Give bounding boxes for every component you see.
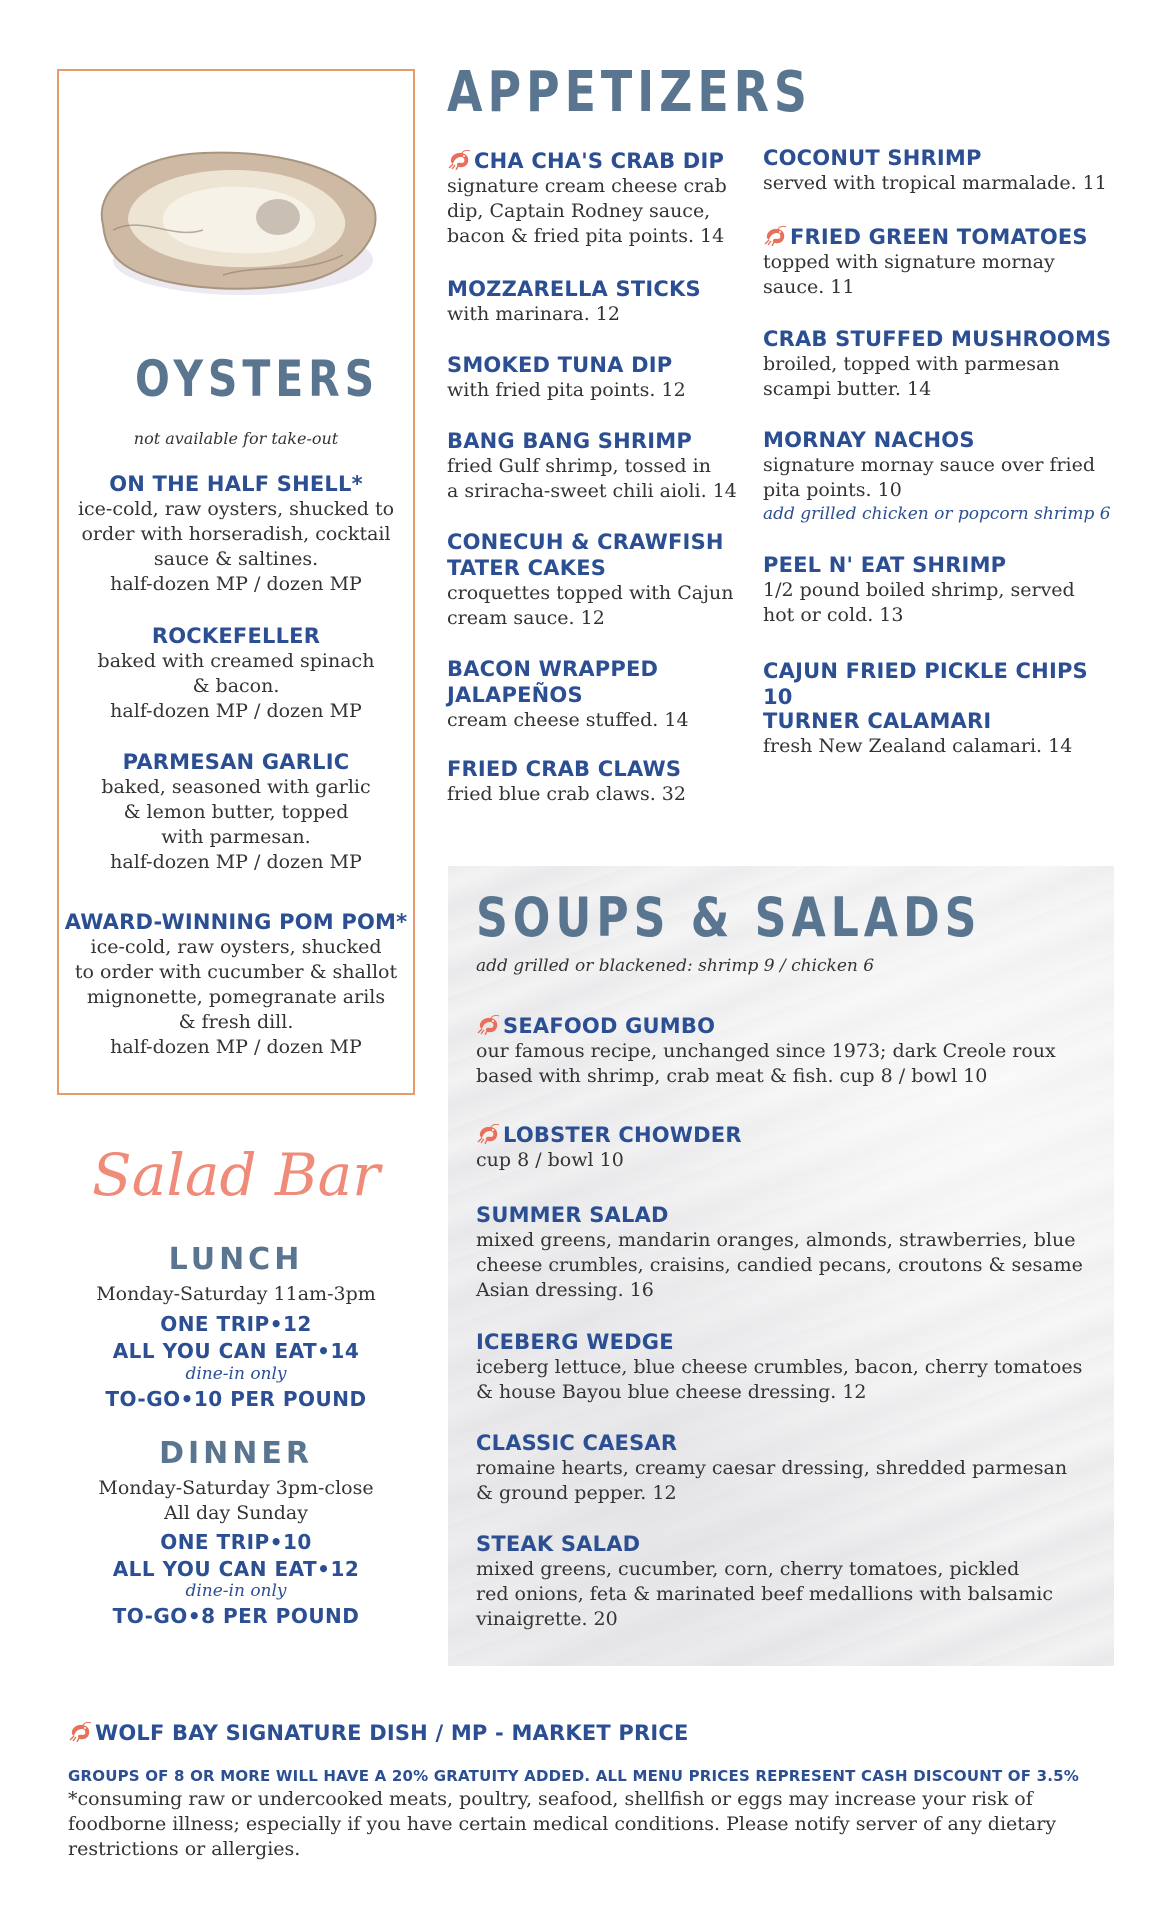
appetizer-item	[447, 148, 747, 249]
lunch-all-you-can-eat: ALL YOU CAN EAT•14	[112, 1339, 360, 1363]
salad-item	[476, 1202, 1096, 1303]
appetizer-desc: signature cream cheese crab	[447, 175, 727, 197]
appetizer-item	[763, 708, 1123, 759]
lunch-hours: Monday-Saturday 11am-3pm	[96, 1283, 376, 1305]
food-warning: foodborne illness; especially if you have certain medical conditions. Please notify server of any dietary	[68, 1813, 1057, 1835]
appetizer-desc: fried Gulf shrimp, tossed in	[447, 455, 711, 477]
dinner-all-you-can-eat: ALL YOU CAN EAT•12	[112, 1557, 360, 1581]
oysters-note: not available for take-out	[133, 429, 339, 448]
oyster-item-price: half-dozen MP / dozen MP	[110, 700, 362, 722]
salad-name: SUMMER SALAD	[476, 1203, 669, 1227]
salad-desc: iceberg lettuce, blue cheese crumbles, bacon, cherry tomatoes	[476, 1356, 1083, 1378]
appetizer-item	[447, 529, 747, 631]
appetizer-desc: broiled, topped with parmesan	[763, 353, 1060, 375]
salad-desc: based with shrimp, crab meat & fish. cup 8 / bowl 10	[476, 1065, 988, 1087]
oyster-item-name: ROCKEFELLER	[151, 624, 321, 648]
oyster-item-desc: & bacon.	[192, 675, 280, 697]
salad-name: ICEBERG WEDGE	[476, 1330, 674, 1354]
oyster-item-desc: baked, seasoned with garlic	[101, 776, 371, 798]
oyster-item-desc: ice-cold, raw oysters, shucked to	[77, 498, 395, 520]
shrimp-icon	[763, 226, 787, 246]
appetizer-name: MOZZARELLA STICKS	[447, 277, 701, 301]
oyster-item-desc: sauce & saltines.	[153, 548, 319, 570]
oyster-item-price: half-dozen MP / dozen MP	[110, 573, 362, 595]
appetizer-name: BANG BANG SHRIMP	[447, 429, 692, 453]
appetizer-name: FRIED CRAB CLAWS	[447, 757, 682, 781]
oyster-item-desc: & lemon butter, topped	[123, 801, 349, 823]
soups-salads-title: SOUPS & SALADS	[476, 886, 982, 949]
dinner-one-trip: ONE TRIP•10	[160, 1530, 312, 1554]
oyster-item-desc: baked with creamed spinach	[97, 650, 375, 672]
appetizer-item	[447, 656, 747, 733]
appetizer-desc: sauce. 11	[763, 276, 855, 298]
oyster-item-desc: order with horseradish, cocktail	[81, 523, 391, 545]
oyster-item	[59, 471, 413, 597]
salad-desc: Asian dressing. 16	[476, 1279, 654, 1301]
signature-legend	[68, 1720, 689, 1746]
appetizer-desc: hot or cold. 13	[763, 604, 904, 626]
salad-name: STEAK SALAD	[476, 1532, 641, 1556]
appetizer-name: CONECUH & CRAWFISH	[447, 530, 724, 554]
appetizer-name: CRAB STUFFED MUSHROOMS	[763, 327, 1112, 351]
appetizer-name: MORNAY NACHOS	[763, 428, 975, 452]
salad-desc: romaine hearts, creamy caesar dressing, shredded parmesan	[476, 1457, 1068, 1479]
appetizer-desc: topped with signature mornay	[763, 251, 1055, 273]
appetizer-item	[763, 658, 1123, 710]
shrimp-icon	[68, 1722, 92, 1742]
appetizer-name: FRIED GREEN TOMATOES	[790, 225, 1088, 249]
appetizer-desc: croquettes topped with Cajun	[447, 582, 734, 604]
oyster-item-desc: to order with cucumber & shallot	[74, 961, 398, 983]
oyster-item-desc: & fresh dill.	[178, 1011, 294, 1033]
oysters-section	[57, 69, 415, 1095]
appetizer-name: BACON WRAPPED	[447, 657, 659, 681]
dinner-to-go: TO-GO•8 PER POUND	[112, 1604, 360, 1628]
shrimp-icon	[476, 1124, 500, 1144]
appetizer-item	[447, 756, 747, 807]
salad-item	[476, 1329, 1096, 1405]
dinner-hours-sunday: All day Sunday	[164, 1502, 308, 1524]
food-warning: restrictions or allergies.	[68, 1838, 301, 1860]
salad-name: CLASSIC CAESAR	[476, 1431, 678, 1455]
shrimp-icon	[447, 150, 471, 170]
salad-item	[476, 1122, 1096, 1173]
appetizer-item	[447, 276, 747, 327]
salad-desc: vinaigrette. 20	[476, 1608, 618, 1630]
salad-bar-title: Salad Bar	[92, 1141, 380, 1209]
lunch-note: dine-in only	[185, 1364, 287, 1384]
salad-name: LOBSTER CHOWDER	[503, 1123, 742, 1147]
soups-salads-section	[448, 866, 1114, 1666]
oyster-item-desc: ice-cold, raw oysters, shucked	[90, 936, 382, 958]
appetizer-desc: scampi butter. 14	[763, 378, 932, 400]
appetizer-addon-note: add grilled chicken or popcorn shrimp 6	[763, 504, 1111, 524]
appetizer-name: SMOKED TUNA DIP	[447, 353, 673, 377]
appetizer-desc: with fried pita points. 12	[447, 379, 686, 401]
appetizer-desc: a sriracha-sweet chili aioli. 14	[447, 480, 737, 502]
appetizer-item	[447, 352, 747, 403]
oyster-illustration	[83, 135, 383, 305]
appetizer-desc: bacon & fried pita points. 14	[447, 225, 725, 247]
oyster-item	[59, 909, 413, 1060]
salad-desc: red onions, feta & marinated beef medallions with balsamic	[476, 1583, 1053, 1605]
appetizer-desc: pita points. 10	[763, 479, 902, 501]
oyster-item	[59, 623, 413, 724]
dinner-note: dine-in only	[185, 1581, 287, 1601]
appetizer-desc: fried blue crab claws. 32	[447, 783, 686, 805]
appetizer-desc: signature mornay sauce over fried	[763, 454, 1096, 476]
appetizer-name: PEEL N' EAT SHRIMP	[763, 553, 1007, 577]
appetizers-title: APPETIZERS	[447, 60, 812, 125]
gratuity-notice: GROUPS OF 8 OR MORE WILL HAVE A 20% GRATUITY ADDED. ALL MENU PRICES REPRESENT CASH DISCOUNT OF 3.5%	[68, 1767, 1080, 1785]
appetizer-item	[763, 224, 1123, 300]
appetizer-item	[763, 427, 1123, 525]
lunch-title: LUNCH	[168, 1242, 304, 1277]
dinner-title: DINNER	[159, 1436, 313, 1471]
oyster-item	[59, 749, 413, 875]
shrimp-icon	[476, 1015, 500, 1035]
salad-desc: & ground pepper. 12	[476, 1482, 677, 1504]
salad-name: SEAFOOD GUMBO	[503, 1014, 716, 1038]
appetizer-item	[763, 552, 1123, 628]
oyster-item-name: AWARD-WINNING POM POM*	[64, 910, 408, 934]
soups-salads-note: add grilled or blackened: shrimp 9 / chicken 6	[476, 956, 875, 976]
oyster-item-desc: with parmesan.	[161, 826, 311, 848]
salad-item	[476, 1430, 1096, 1506]
dinner-hours: Monday-Saturday 3pm-close	[98, 1477, 374, 1499]
appetizer-desc: fresh New Zealand calamari. 14	[763, 735, 1073, 757]
lunch-one-trip: ONE TRIP•12	[160, 1312, 312, 1336]
oyster-item-price: half-dozen MP / dozen MP	[110, 851, 362, 873]
appetizer-desc: cream cheese stuffed. 14	[447, 709, 689, 731]
appetizer-item	[763, 326, 1123, 402]
appetizer-item	[763, 145, 1123, 196]
lunch-to-go: TO-GO•10 PER POUND	[105, 1387, 367, 1411]
signature-legend-text: WOLF BAY SIGNATURE DISH / MP - MARKET PRICE	[95, 1721, 689, 1745]
appetizer-name-line2: JALAPEÑOS	[447, 683, 583, 707]
salad-desc: mixed greens, cucumber, corn, cherry tomatoes, pickled	[476, 1558, 1020, 1580]
appetizer-desc: 1/2 pound boiled shrimp, served	[763, 579, 1075, 601]
appetizer-desc: dip, Captain Rodney sauce,	[447, 200, 711, 222]
oyster-item-desc: mignonette, pomegranate arils	[86, 986, 386, 1008]
appetizer-name: CAJUN FRIED PICKLE CHIPS 10	[763, 659, 1088, 709]
appetizer-name: CHA CHA'S CRAB DIP	[474, 149, 725, 173]
salad-desc: cup 8 / bowl 10	[476, 1149, 624, 1171]
oyster-item-price: half-dozen MP / dozen MP	[110, 1036, 362, 1058]
appetizer-name: TURNER CALAMARI	[763, 709, 992, 733]
salad-desc: mixed greens, mandarin oranges, almonds, strawberries, blue	[476, 1229, 1076, 1251]
appetizer-desc: cream sauce. 12	[447, 607, 605, 629]
salad-desc: our famous recipe, unchanged since 1973; dark Creole roux	[476, 1040, 1056, 1062]
oysters-title: OYSTERS	[135, 350, 380, 408]
salad-desc: & house Bayou blue cheese dressing. 12	[476, 1381, 867, 1403]
appetizer-name-line2: TATER CAKES	[447, 556, 607, 580]
salad-item	[476, 1531, 1096, 1632]
oyster-item-name: PARMESAN GARLIC	[122, 750, 350, 774]
appetizer-desc: served with tropical marmalade. 11	[763, 172, 1107, 194]
oyster-item-name: ON THE HALF SHELL*	[109, 472, 363, 496]
appetizer-desc: with marinara. 12	[447, 303, 620, 325]
salad-desc: cheese crumbles, craisins, candied pecans, croutons & sesame	[476, 1254, 1083, 1276]
food-warning: *consuming raw or undercooked meats, poultry, seafood, shellfish or eggs may increase your risk of	[68, 1788, 1033, 1810]
salad-item	[476, 1013, 1096, 1089]
appetizer-item	[447, 428, 747, 504]
appetizer-name: COCONUT SHRIMP	[763, 146, 982, 170]
